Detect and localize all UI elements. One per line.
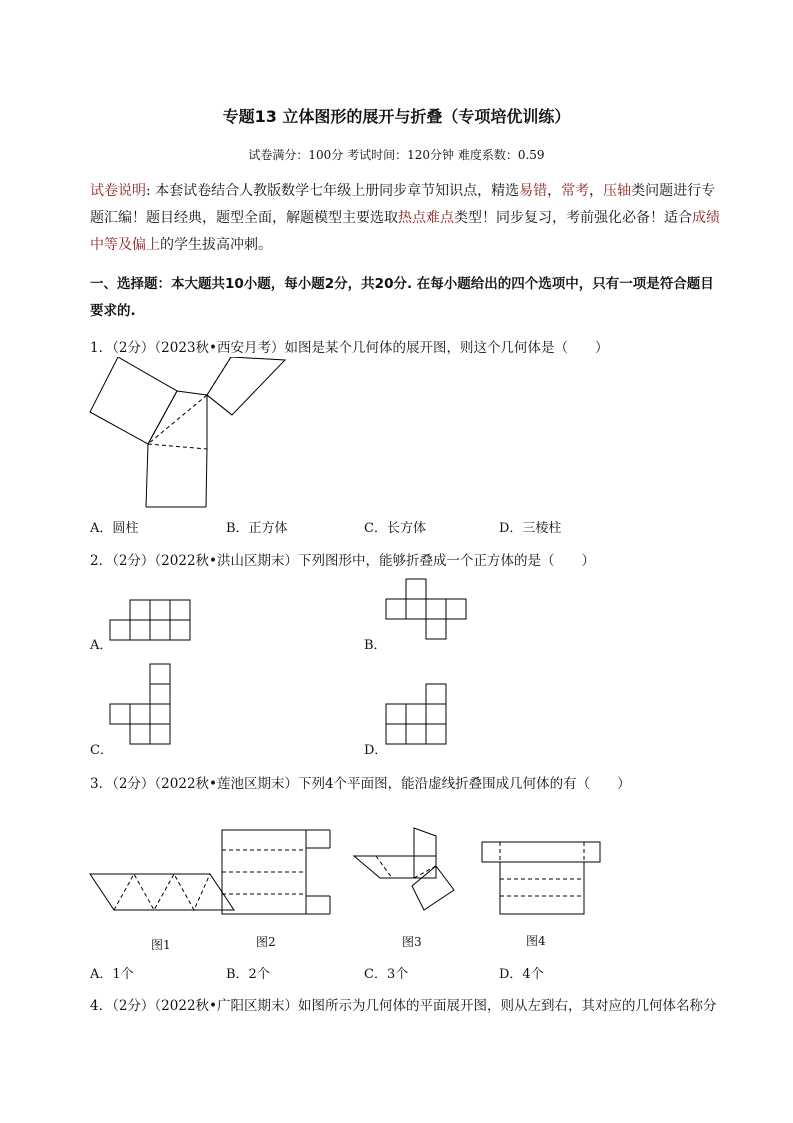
q3-option-a[interactable]: A．1个: [90, 967, 134, 982]
desc-highlight: 成绩中等及偏上: [90, 210, 720, 253]
desc-highlight: 热点难点: [398, 210, 454, 226]
q1-option-c[interactable]: C．长方体: [364, 521, 426, 536]
q3-figure-1-label: 图1: [151, 938, 171, 952]
q2-option-c[interactable]: C．: [90, 743, 113, 758]
q3-option-d[interactable]: D．4个: [499, 967, 544, 982]
q1-prism-net-figure: [88, 357, 290, 509]
q2-net-c-figure: [108, 663, 172, 747]
q3-figure-4-label: 图4: [526, 934, 546, 948]
q2-option-b[interactable]: B．: [364, 638, 387, 653]
exam-meta: 试卷满分：100分 考试时间：120分钟 难度系数：0.59: [248, 148, 545, 162]
q3-figure-4: [480, 838, 604, 918]
q2-net-a-figure: [108, 599, 192, 643]
question-1-stem: 1．（2分）（2023秋•西安月考）如图是某个几何体的展开图，则这个几何体是（ ）: [90, 340, 609, 356]
desc-highlight: 常考: [561, 183, 590, 199]
desc-highlight: 易错: [519, 183, 548, 199]
desc-text: 的学生拔高冲刺。: [160, 237, 272, 253]
desc-label: 试卷说明: [90, 183, 146, 199]
desc-text: ，: [547, 183, 562, 199]
desc-text: 类型！同步复习，考前强化必备！适合: [454, 210, 692, 226]
desc-highlight: 压轴: [603, 183, 632, 199]
section-heading: 一、选择题：本大题共10小题，每小题2分，共20分. 在每小题给出的四个选项中，只有一项是符合题目要求的.: [90, 276, 714, 319]
q3-figure-2: [220, 828, 336, 918]
q3-figure-3-label: 图3: [402, 935, 422, 949]
q3-option-b[interactable]: B．2个: [226, 967, 270, 982]
desc-text: : 本套试卷结合人教版数学七年级上册同步章节知识点，精选: [146, 183, 520, 199]
desc-text: ，: [589, 183, 604, 199]
q1-option-b[interactable]: B．正方体: [226, 521, 288, 536]
q3-option-c[interactable]: C．3个: [364, 967, 409, 982]
q2-net-b-figure: [384, 578, 468, 642]
exam-description: [90, 178, 720, 259]
q2-option-d[interactable]: D．: [364, 743, 388, 758]
q3-figure-1: [88, 870, 238, 914]
desc-text: 类问题进行专题汇编！题目经典，题型全面，解题模型主要选取: [90, 183, 716, 226]
q3-figure-3: [352, 826, 468, 914]
question-2-stem: 2．（2分）（2022秋•洪山区期末）下列图形中，能够折叠成一个正方体的是（ ）: [90, 553, 595, 569]
q1-option-d[interactable]: D．三棱柱: [499, 521, 562, 536]
question-3-stem: 3．（2分）（2022秋•莲池区期末）下列4个平面图，能沿虚线折叠围成几何体的有（ ）: [90, 776, 631, 792]
question-4-stem: 4．（2分）（2022秋•广阳区期末）如图所示为几何体的平面展开图，则从左到右，其对应的几何体名称分: [90, 998, 717, 1014]
q1-option-a[interactable]: A．圆柱: [90, 521, 139, 536]
q2-option-a[interactable]: A．: [90, 638, 113, 653]
q3-figure-2-label: 图2: [256, 935, 276, 949]
page-title: 专题13 立体图形的展开与折叠（专项培优训练）: [222, 107, 571, 126]
q2-net-d-figure: [384, 683, 448, 747]
